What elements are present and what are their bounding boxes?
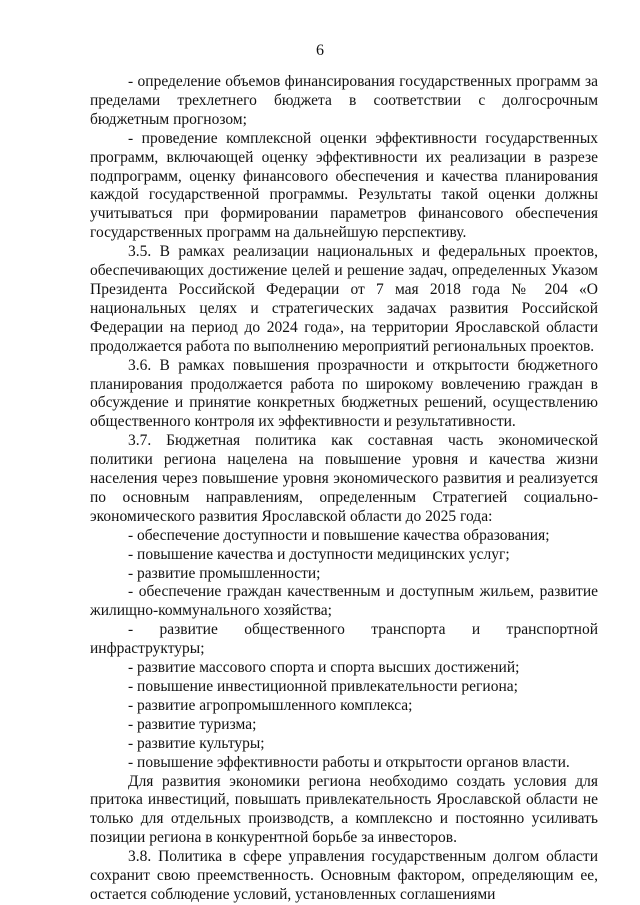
- list-item-transport: - развитие общественного транспорта и транспортной инфраструктуры;: [90, 621, 598, 658]
- paragraph-3-8: 3.8. Политика в сфере управления государственным долгом области сохранит свою преемственность. Основным фактором, определяющим ее, остается соблюдение условий, установленных соглашениями: [90, 848, 598, 903]
- list-item-investment: - повышение инвестиционной привлекательности региона;: [128, 678, 518, 695]
- paragraph-investment-conditions: Для развития экономики региона необходимо создать условия для притока инвестиций, повышать привлекательность Ярославской области не только для отдельных производств, а комплексно и постоянно усиливать позиции региона в конкурентной борьбе за инвесторов.: [90, 772, 598, 847]
- page-number: 6: [316, 42, 324, 59]
- list-item-housing: - обеспечение граждан качественным и доступным жильем, развитие жилищно-коммунального хозяйства;: [90, 583, 598, 620]
- paragraph-3-7: 3.7. Бюджетная политика как составная часть экономической политики региона нацелена на повышение уровня и качества жизни населения через повышение уровня экономического развития и реализуется по основным направлениям, определенным Стратегией социально-экономического развития Ярославской области до 2025 года:: [90, 432, 598, 525]
- paragraph-budget-financing: - определение объемов финансирования государственных программ за пределами трехлетнего бюджета в соответствии с долгосрочным бюджетным прогнозом;: [90, 73, 598, 128]
- list-item-culture: - развитие культуры;: [128, 734, 265, 752]
- list-item-agro: - развитие агропромышленного комплекса;: [128, 696, 413, 714]
- list-item-industry: - развитие промышленности;: [128, 564, 321, 582]
- list-item-sport: - развитие массового спорта и спорта высших достижений;: [128, 659, 520, 677]
- list-item-tourism: - развитие туризма;: [128, 715, 257, 733]
- paragraph-3-6: 3.6. В рамках повышения прозрачности и открытости бюджетного планирования продолжается работа по широкому вовлечению граждан в обсуждение и принятие конкретных бюджетных решений, осуществлению общественного контроля их эффективности и результативности.: [90, 356, 598, 431]
- document-body: [90, 73, 598, 905]
- list-item-medical: - повышение качества и доступности медицинских услуг;: [128, 545, 510, 563]
- list-item-education: - обеспечение доступности и повышение качества образования;: [128, 526, 550, 544]
- list-item-government: - повышение эффективности работы и открытости органов власти.: [128, 753, 570, 771]
- paragraph-3-5: 3.5. В рамках реализации национальных и федеральных проектов, обеспечивающих достижение целей и решение задач, определенных Указом Президента Российской Федерации от 7 мая 2018 года № 204 «О национальных целях и стратегических задачах развития Российской Федерации на период до 2024 года», на территории Ярославской области продолжается работа по выполнению мероприятий региональных проектов.: [90, 243, 598, 355]
- paragraph-program-evaluation: - проведение комплексной оценки эффективности государственных программ, включающей оценку эффективности их реализации в разрезе подпрограмм, оценку финансового обеспечения и качества планирования каждой государственной программы. Результаты такой оценки должны учитываться при формировании параметров финансового обеспечения государственных программ на дальнейшую перспективу.: [90, 129, 598, 242]
